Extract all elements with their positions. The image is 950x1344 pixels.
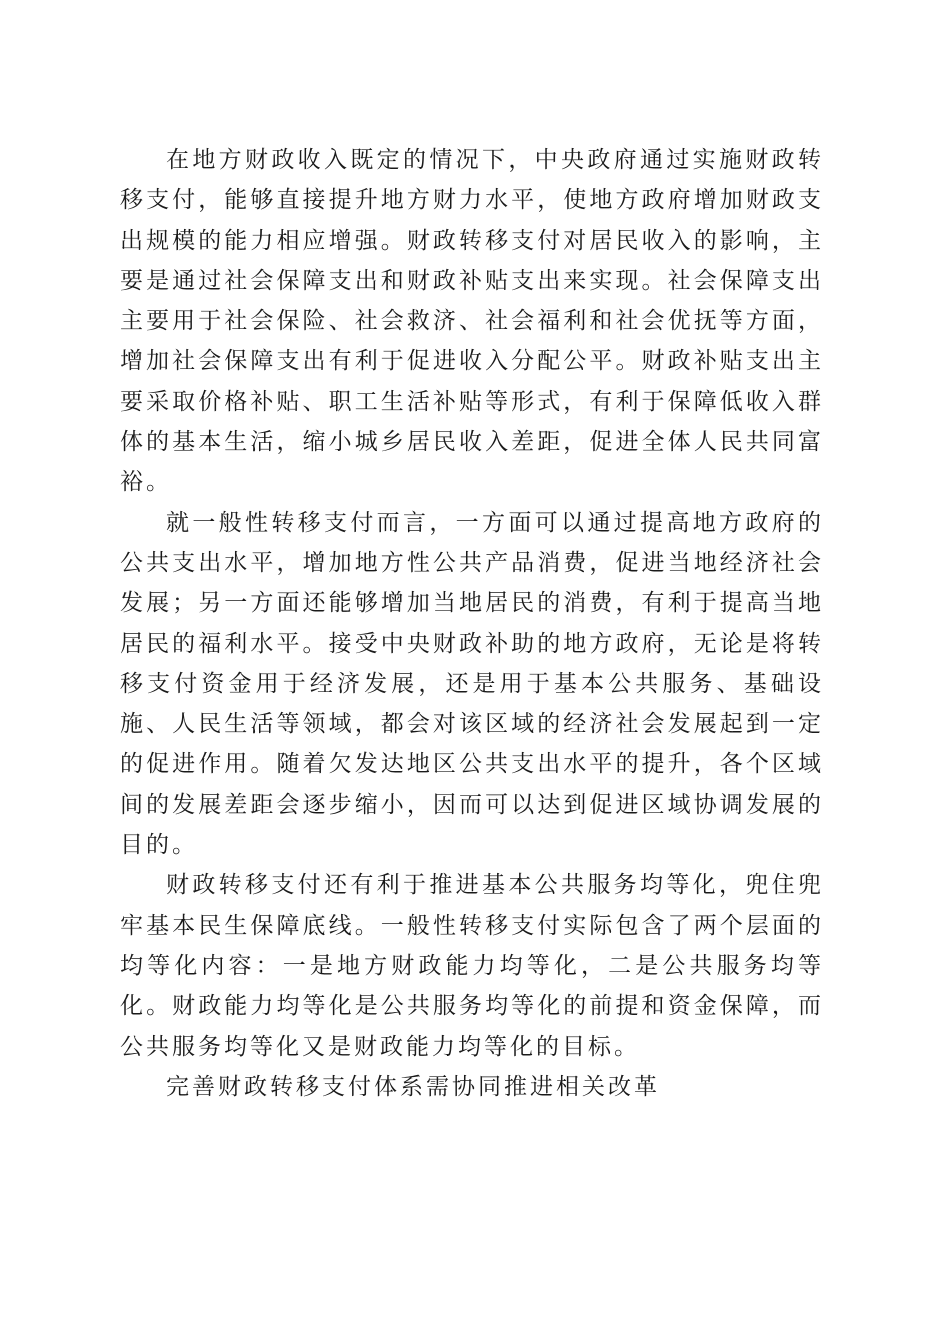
paragraph-1: 在地方财政收入既定的情况下，中央政府通过实施财政转移支付，能够直接提升地方财力水平，使地方政府增加财政支出规模的能力相应增强。财政转移支付对居民收入的影响，主要是通过社会保障支出和财政补贴支出来实现。社会保障支出主要用于社会保险、社会救济、社会福利和社会优抚等方面，增加社会保障支出有利于促进收入分配公平。财政补贴支出主要采取价格补贴、职工生活补贴等形式，有利于保障低收入群体的基本生活，缩小城乡居民收入差距，促进全体人民共同富裕。 bbox=[120, 147, 824, 496]
section-heading: 完善财政转移支付体系需协同推进相关改革 bbox=[166, 1073, 660, 1100]
paragraph-3: 财政转移支付还有利于推进基本公共服务均等化，兜住兜牢基本民生保障底线。一般性转移支付实际包含了两个层面的均等化内容：一是地方财政能力均等化，二是公共服务均等化。财政能力均等化是公共服务均等化的前提和资金保障，而公共服务均等化又是财政能力均等化的目标。 bbox=[120, 872, 824, 1060]
paragraph-2: 就一般性转移支付而言，一方面可以通过提高地方政府的公共支出水平，增加地方性公共产品消费，促进当地经济社会发展；另一方面还能够增加当地居民的消费，有利于提高当地居民的福利水平。接受中央财政补助的地方政府，无论是将转移支付资金用于经济发展，还是用于基本公共服务、基础设施、人民生活等领域，都会对该区域的经济社会发展起到一定的促进作用。随着欠发达地区公共支出水平的提升，各个区域间的发展差距会逐步缩小，因而可以达到促进区域协调发展的目的。 bbox=[120, 509, 824, 859]
document-page bbox=[120, 140, 824, 1107]
